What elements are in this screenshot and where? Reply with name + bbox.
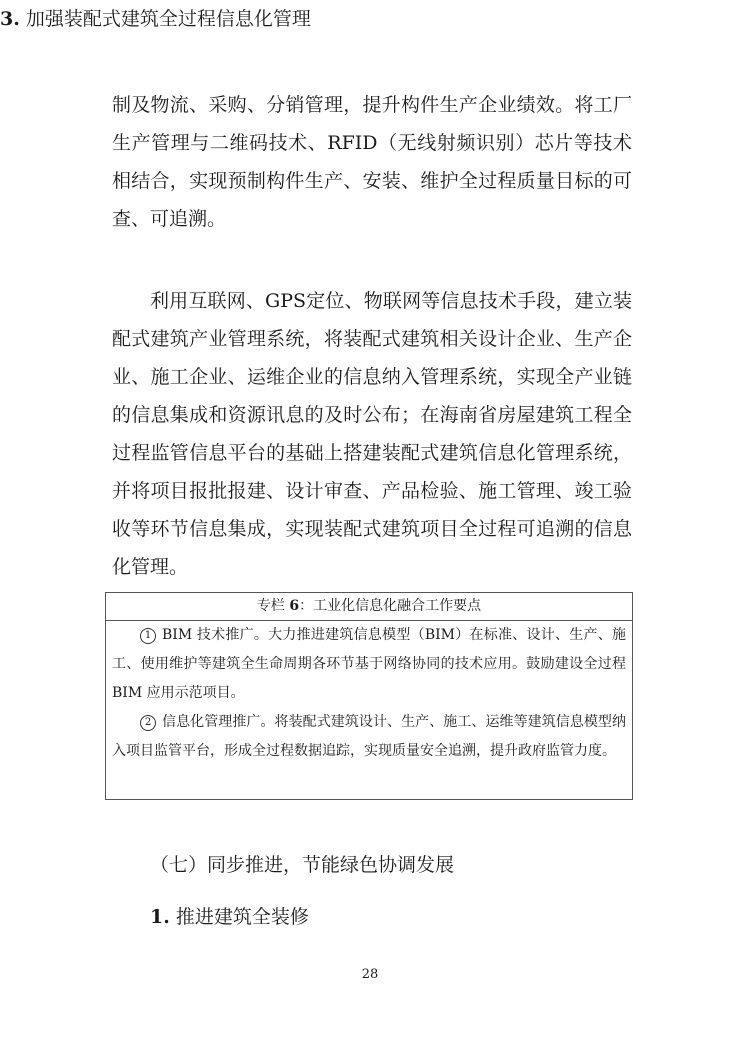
page-number: 28 bbox=[361, 967, 379, 982]
intro-paragraph: 制及物流、采购、分销管理，提升构件生产企业绩效。将工厂生产管理与二维码技术、RFID（无线射频识别）芯片等技术相结合，实现预制构件生产、安装、维护全过程质量目标的可查、可追溯。 bbox=[112, 94, 632, 230]
column-box-title-number: 6 bbox=[289, 598, 300, 614]
circled-number-icon: 1 bbox=[140, 628, 156, 644]
section-7-1-number: 1. bbox=[150, 906, 170, 928]
section-3-number: 3. bbox=[0, 8, 20, 30]
section-7-heading: （七）同步推进，节能绿色协调发展 bbox=[150, 854, 455, 876]
section-7-1-title: 推进建筑全装修 bbox=[175, 906, 309, 928]
circled-number-icon: 2 bbox=[140, 715, 156, 731]
column-box-item-1 bbox=[106, 621, 632, 708]
section-3-heading bbox=[0, 0, 480, 38]
column-box-title bbox=[106, 593, 632, 621]
column-box bbox=[105, 592, 633, 800]
section-7-1-heading bbox=[150, 898, 309, 936]
column-box-item-2-text: 信息化管理推广。将装配式建筑设计、生产、施工、运维等建筑信息模型纳入项目监管平台，形成全过程数据追踪，实现质量安全追溯，提升政府监管力度。 bbox=[112, 714, 626, 759]
column-box-title-text: ：工业化信息化融合工作要点 bbox=[299, 598, 482, 614]
column-box-title-prefix: 专栏 bbox=[256, 598, 285, 614]
section-3-paragraph: 利用互联网、GPS定位、物联网等信息技术手段，建立装配式建筑产业管理系统，将装配式建筑相关设计企业、生产企业、施工企业、运维企业的信息纳入管理系统，实现全产业链的信息集成和资源讯息的及时公布；在海南省房屋建筑工程全过程监管信息平台的基础上搭建装配式建筑信息化管理系统，并将项目报批报建、设计审查、产品检验、施工管理、竣工验收等环节信息集成，实现装配式建筑项目全过程可追溯的信息化管理。 bbox=[112, 290, 632, 578]
column-box-item-2 bbox=[106, 708, 632, 766]
column-box-item-1-text: BIM 技术推广。大力推进建筑信息模型（BIM）在标准、设计、生产、施工、使用维护等建筑全生命周期各环节基于网络协同的技术应用。鼓励建设全过程 BIM 应用示范项目。 bbox=[112, 627, 626, 701]
section-3-title: 加强装配式建筑全过程信息化管理 bbox=[25, 8, 311, 30]
